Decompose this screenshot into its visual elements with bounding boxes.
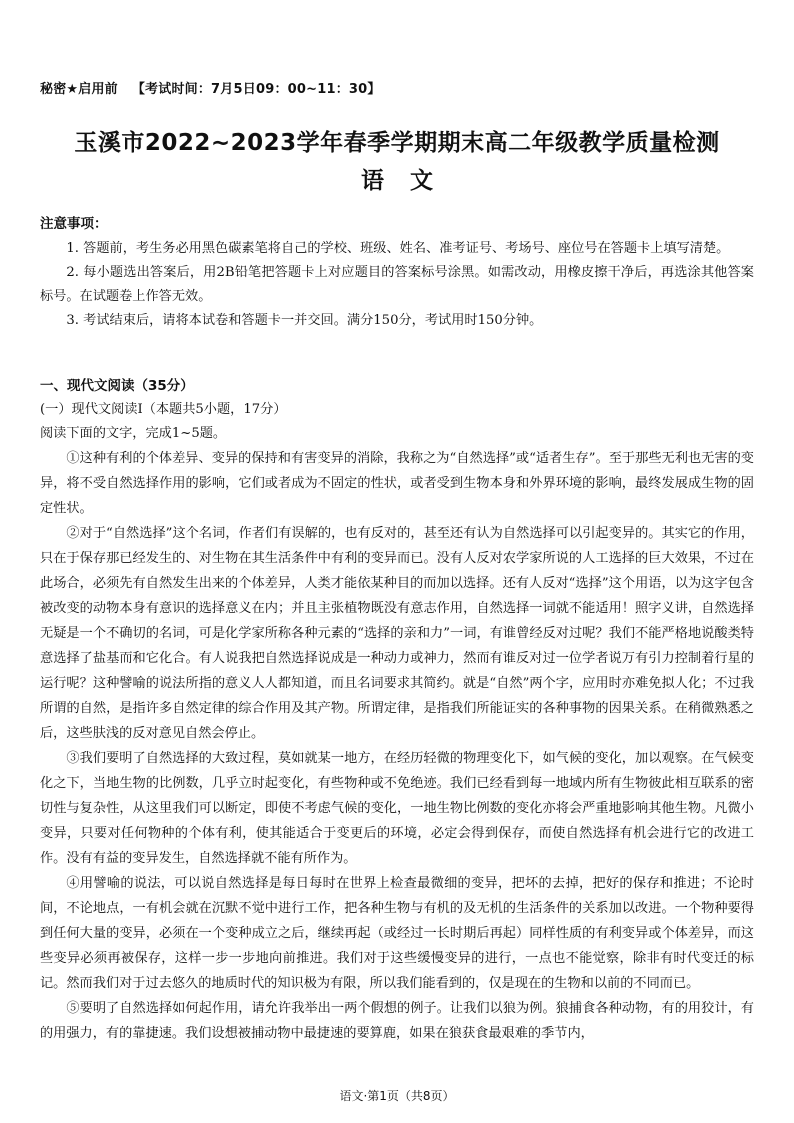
passage <box>40 446 754 1046</box>
subject-title: 语文 <box>361 168 459 194</box>
notice-item: 1. 答题前，考生务必用黑色碳素笔将自己的学校、班级、姓名、准考证号、考场号、座位号在答题卡上填写清楚。 <box>66 241 730 256</box>
header-note <box>40 78 381 97</box>
notice-item: 2. 每小题选出答案后，用2B铅笔把答题卡上对应题目的答案标号涂黑。如需改动，用橡皮擦干净后，再选涂其他答案标号。在试题卷上作答无效。 <box>40 265 754 304</box>
passage-paragraph: ④用譬喻的说法，可以说自然选择是每日每时在世界上检查最微细的变异，把坏的去掉，把好的保存和推进；不论时间，不论地点，一有机会就在沉默不觉中进行工作，把各种生物与有机的及无机的生活条件的关系加以改进。一个物种要得到任何大量的变异，必须在一个变种成立之后，继续再起（或经过一长时期后再起）同样性质的有利变异或个体差异，而这些变异必须再被保存，这样一步一步地向前推进。我们对于这些缓慢变异的进行，一点也不能觉察，除非有时代变迁的标记。然而我们对于过去悠久的地质时代的知识极为有限，所以我们能看到的，仅是现在的生物和以前的不同而已。 <box>40 876 754 991</box>
passage-paragraph: ①这种有利的个体差异、变异的保持和有害变异的消除，我称之为“自然选择”或“适者生存”。至于那些无利也无害的变异，将不受自然选择作用的影响，它们或者成为不固定的性状，或者受到生物本身和外界环境的影响，最终发展成生物的固定性状。 <box>40 451 754 516</box>
section-instruction: 阅读下面的文字，完成1~5题。 <box>40 426 227 441</box>
passage-paragraph: ⑤要明了自然选择如何起作用，请允许我举出一两个假想的例子。让我们以狼为例。狼捕食各种动物，有的用狡计，有的用强力，有的靠捷速。我们设想被捕动物中最捷速的要算鹿，如果在狼获食最艰难的季节内， <box>40 1001 754 1041</box>
notice-heading: 注意事项： <box>40 216 108 232</box>
exam-time-label: 【考试时间：7月5日09：00~11：30】 <box>131 82 381 97</box>
passage-paragraph: ③我们要明了自然选择的大致过程，莫如就某一地方，在经历轻微的物理变化下，如气候的变化，加以观察。在气候变化之下，当地生物的比例数，几乎立时起变化，有些物种或不免绝迹。我们已经看到每一地域内所有生物彼此相互联系的密切性与复杂性，从这里我们可以断定，即使不考虑气候的变化，一地生物比例数的变化亦将会严重地影响其他生物。凡微小变异，只要对任何物种的个体有利，使其能适合于变更后的环境，必定会得到保存，而使自然选择有机会进行它的改进工作。没有有益的变异发生，自然选择就不能有所作为。 <box>40 751 754 866</box>
section-subtitle: (一）现代文阅读Ⅰ（本题共5小题，17分） <box>40 402 287 417</box>
confidential-label: 秘密★启用前 <box>40 82 118 97</box>
notice-item: 3. 考试结束后，请将本试卷和答题卡一并交回。满分150分，考试用时150分钟。 <box>66 313 543 328</box>
section-title: 一、现代文阅读（35分） <box>40 378 194 394</box>
passage-paragraph: ②对于“自然选择”这个名词，作者们有误解的，也有反对的，甚至还有认为自然选择可以引起变异的。其实它的作用，只在于保存那已经发生的、对生物在其生活条件中有利的变异而已。没有人反对农学家所说的人工选择的巨大效果，不过在此场合，必须先有自然发生出来的个体差异，人类才能依某种目的而加以选择。还有人反对“选择”这个用语，以为这字包含被改变的动物本身有意识的选择意义在内；并且主张植物既没有意志作用，自然选择一词就不能适用！照字义讲，自然选择无疑是一个不确切的名词，可是化学家所称各种元素的“选择的亲和力”一词，有谁曾经反对过呢？我们不能严格地说酸类特意选择了盐基而和它化合。有人说我把自然选择说成是一种动力或神力，然而有谁反对过一位学者说万有引力控制着行星的运行呢？这种譬喻的说法所指的意义人人都知道，而且名词要求其简约。就是“自然”两个字，应用时亦难免拟人化；不过我所谓的自然，是指许多自然定律的综合作用及其产物。所谓定律，是指我们所能证实的各种事物的因果关系。在稍微熟悉之后，这些肤浅的反对意见自然会停止。 <box>40 526 754 741</box>
page-footer: 语文·第1页（共8页） <box>339 1089 455 1103</box>
exam-title: 玉溪市2022~2023学年春季学期期末高二年级教学质量检测 <box>74 130 720 156</box>
notice-block <box>40 212 754 333</box>
reading-section <box>40 374 754 1046</box>
